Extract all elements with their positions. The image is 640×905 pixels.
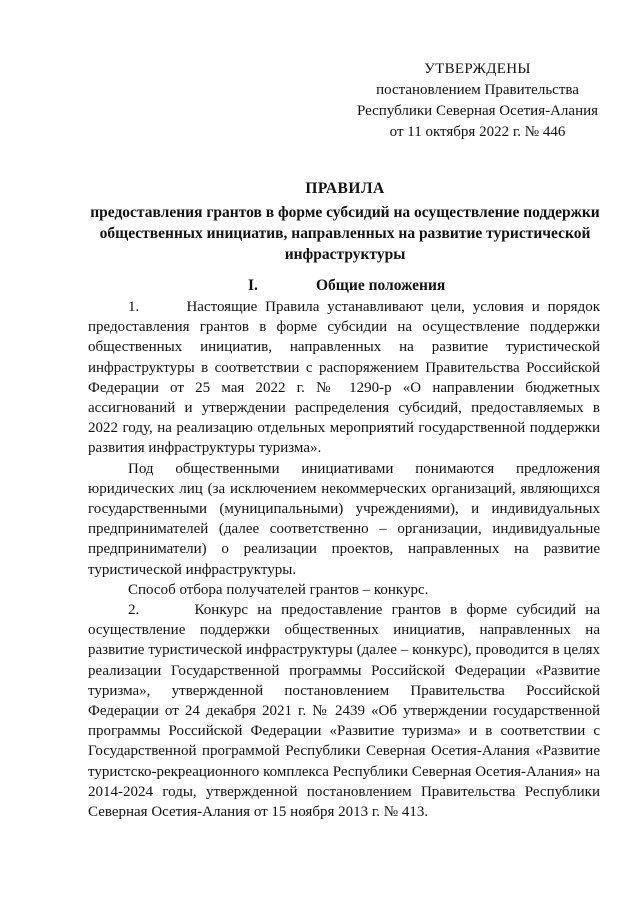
paragraph-2: Под общественными инициативами понимаются предложения юридических лиц (за исключением некоммерческих организаций, являющихся государственными (муниципальными) учреждениями), и индивидуальных предпринимателей (далее соответственно – организации, индивидуальные предприниматели) о реализации проектов, направленных на развитие туристической инфраструктуры. <box>88 460 600 578</box>
section-name: Общие положения <box>316 277 446 294</box>
paragraph-4: 2. Конкурс на предоставление грантов в форме субсидий на осуществление поддержки общественных инициатив, направленных на развитие туристической инфраструктуры (далее – конкурс), проводится в целях реализации Государственной программы Российской Федерации «Развитие туризма», утвержденной постановлением Правительства Российской Федерации от 24 декабря 2021 г. № 2439 «Об утверждении государственной программы Российской Федерации «Развитие туризма» и в соответствии с Государственной программой Республики Северная Осетия-Алания «Развитие туристско-рекреационного комплекса Республики Северная Осетия-Алания» на 2014-2024 годы, утвержденной постановлением Правительства Республики Северная Осетия-Алания от 15 ноября 2013 г. № 413. <box>88 602 600 821</box>
paragraph-1: 1. Настоящие Правила устанавливают цели, условия и порядок предоставления грантов в форме субсидии на осуществление поддержки общественных инициатив, направленных на развитие туристической инфраструктуры в соответствии с распоряжением Правительства Российской Федерации от 25 мая 2022 г. № 1290-р «О направлении бюджетных ассигнований и утверждении распределения субсидий, предоставляемых в 2022 году, на реализацию отдельных мероприятий государственной поддержки развития инфраструктуры туризма». <box>88 299 600 457</box>
approval-line-3: от 11 октября 2022 г. № 446 <box>389 124 566 140</box>
title-subtitle: предоставления грантов в форме субсидий на осуществление поддержки общественных инициатив, направленных на развитие туристической инфраструктуры <box>90 204 600 263</box>
approval-heading: УТВЕРЖДЕНЫ <box>424 61 531 77</box>
approval-line-2: Республики Северная Осетия-Алания <box>356 103 599 119</box>
paragraph-3: Способ отбора получателей грантов – конкурс. <box>128 581 429 598</box>
section-number: I. <box>248 277 258 294</box>
approval-block <box>345 59 610 143</box>
title-main: ПРАВИЛА <box>305 180 385 197</box>
document-body <box>88 297 600 822</box>
approval-line-1: постановлением Правительства <box>376 82 579 98</box>
document-title <box>80 178 610 265</box>
